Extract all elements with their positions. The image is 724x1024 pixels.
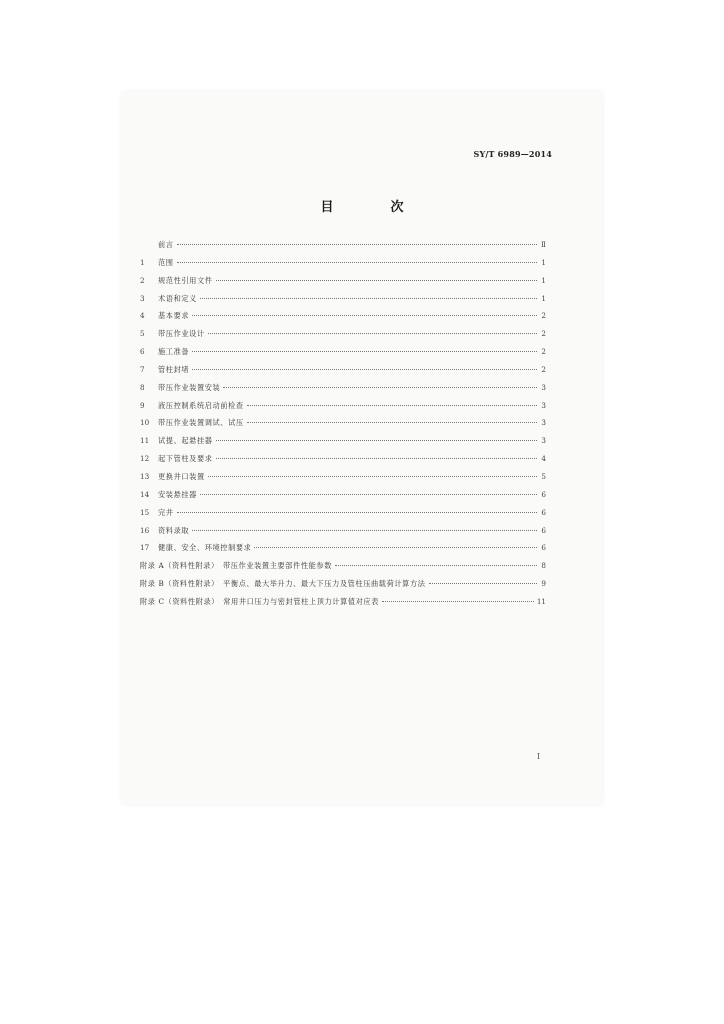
toc-entry[interactable] [140, 294, 546, 312]
toc-entry-page: 2 [541, 347, 546, 357]
toc-entry[interactable] [140, 526, 546, 544]
toc-entry-page: 6 [541, 507, 546, 517]
toc-entry[interactable] [140, 311, 546, 329]
toc-entry-appendix[interactable] [140, 561, 546, 579]
toc-entry-label: 试提、起悬挂器 [158, 436, 213, 446]
toc-entry-label: 附录 A（资料性附录） 带压作业装置主要部件性能参数 [140, 561, 332, 571]
toc-entry-label: 带压作业设计 [158, 329, 205, 339]
toc-entry-label: 管柱封堵 [158, 364, 190, 374]
toc-entry-number: 14 [140, 489, 150, 499]
toc-entry[interactable] [140, 401, 546, 419]
toc-entry-label: 规范性引用文件 [158, 275, 213, 285]
toc-dot-leader [208, 333, 537, 334]
toc-entry-number: 10 [140, 418, 150, 428]
toc-entry[interactable] [140, 329, 546, 347]
toc-entry[interactable] [140, 365, 546, 383]
toc-dot-leader [200, 298, 537, 299]
toc-dot-leader [192, 351, 537, 352]
toc-title: 目 次 [320, 200, 426, 215]
toc-entry-number: 5 [140, 329, 145, 339]
toc-entry-page: 9 [541, 579, 546, 589]
toc-entry-page: 5 [541, 471, 546, 481]
toc-entry-number: 2 [140, 275, 145, 285]
toc-entry-page: 1 [541, 257, 546, 267]
toc-entry-number: 16 [140, 525, 150, 535]
toc-entry-label: 附录 C（资料性附录） 常用井口压力与密封管柱上顶力计算值对应表 [140, 596, 380, 606]
standard-code: SY/T 6989—2014 [473, 149, 552, 159]
toc-entry-appendix[interactable] [140, 597, 546, 615]
toc-entry-page: 8 [541, 561, 546, 571]
toc-dot-leader [216, 458, 537, 459]
toc-entry-page: 3 [541, 436, 546, 446]
toc-entry-page: 2 [541, 311, 546, 321]
toc-entry-label: 带压作业装置调试、试压 [158, 418, 244, 428]
toc-entry[interactable] [140, 383, 546, 401]
toc-entry-number: 17 [140, 543, 150, 553]
toc-entry-page: 6 [541, 489, 546, 499]
toc-entry[interactable] [140, 418, 546, 436]
toc-entry-number: 12 [140, 454, 150, 464]
toc-entry-label: 安装悬挂器 [158, 489, 197, 499]
toc-dot-leader [192, 530, 537, 531]
toc-entry-page: 6 [541, 525, 546, 535]
toc-entry-number: 8 [140, 382, 145, 392]
toc-dot-leader [429, 583, 537, 584]
toc-dot-leader [247, 422, 537, 423]
toc-entry[interactable] [140, 472, 546, 490]
toc-dot-leader [177, 512, 537, 513]
toc-entry-number: 1 [140, 257, 145, 267]
page-number: I [536, 752, 540, 761]
toc-entry[interactable] [140, 508, 546, 526]
toc-entry-number: 9 [140, 400, 145, 410]
toc-dot-leader [208, 476, 537, 477]
toc-dot-leader [335, 565, 537, 566]
toc-dot-leader [223, 387, 537, 388]
toc-entry-page: 2 [541, 364, 546, 374]
toc-entry-number: 15 [140, 507, 150, 517]
toc-entry-number: 7 [140, 364, 145, 374]
toc-entry[interactable] [140, 454, 546, 472]
toc-entry-label: 健康、安全、环境控制要求 [158, 543, 252, 553]
toc-entry-label: 起下管柱及要求 [158, 454, 213, 464]
toc-entry-page: Ⅱ [541, 240, 546, 249]
toc-dot-leader [254, 547, 537, 548]
table-of-contents [140, 240, 546, 615]
toc-entry[interactable] [140, 543, 546, 561]
toc-entry-label: 基本要求 [158, 311, 190, 321]
toc-entry-appendix[interactable] [140, 579, 546, 597]
toc-dot-leader [177, 244, 537, 245]
toc-entry-page: 4 [541, 454, 546, 464]
toc-entry-label: 施工准备 [158, 347, 190, 357]
toc-dot-leader [382, 601, 534, 602]
toc-entry-page: 3 [541, 418, 546, 428]
toc-entry-page: 6 [541, 543, 546, 553]
toc-entry-page: 2 [541, 329, 546, 339]
toc-entry-label: 前言 [158, 240, 174, 249]
toc-dot-leader [192, 369, 537, 370]
toc-entry-label: 更换井口装置 [158, 471, 205, 481]
toc-dot-leader [192, 315, 537, 316]
toc-dot-leader [216, 280, 537, 281]
toc-entry-number: 6 [140, 347, 145, 357]
toc-entry-page: 1 [541, 293, 546, 303]
toc-entry-label: 带压作业装置安装 [158, 382, 221, 392]
toc-entry[interactable] [140, 490, 546, 508]
toc-entry-page: 11 [536, 596, 546, 606]
toc-dot-leader [200, 494, 537, 495]
toc-entry[interactable] [140, 258, 546, 276]
toc-entry[interactable] [140, 347, 546, 365]
toc-dot-leader [216, 440, 537, 441]
toc-entry-page: 3 [541, 400, 546, 410]
document-page [122, 92, 602, 804]
toc-entry-page: 3 [541, 382, 546, 392]
toc-entry-label: 液压控制系统启动前检查 [158, 400, 244, 410]
toc-dot-leader [247, 405, 537, 406]
toc-entry-label: 附录 B（资料性附录） 平衡点、最大举升力、最大下压力及管柱压曲载荷计算方法 [140, 579, 426, 589]
toc-dot-leader [177, 262, 537, 263]
toc-entry-label: 完井 [158, 507, 174, 517]
toc-entry[interactable] [140, 276, 546, 294]
toc-entry-number: 3 [140, 293, 145, 303]
toc-entry-label: 术语和定义 [158, 293, 197, 303]
toc-entry-number: 13 [140, 471, 150, 481]
toc-entry[interactable] [140, 240, 546, 258]
toc-entry[interactable] [140, 436, 546, 454]
toc-entry-number: 4 [140, 311, 145, 321]
toc-entry-label: 范围 [158, 257, 174, 267]
toc-entry-page: 1 [541, 275, 546, 285]
toc-entry-label: 资料录取 [158, 525, 190, 535]
toc-entry-number: 11 [140, 436, 150, 446]
